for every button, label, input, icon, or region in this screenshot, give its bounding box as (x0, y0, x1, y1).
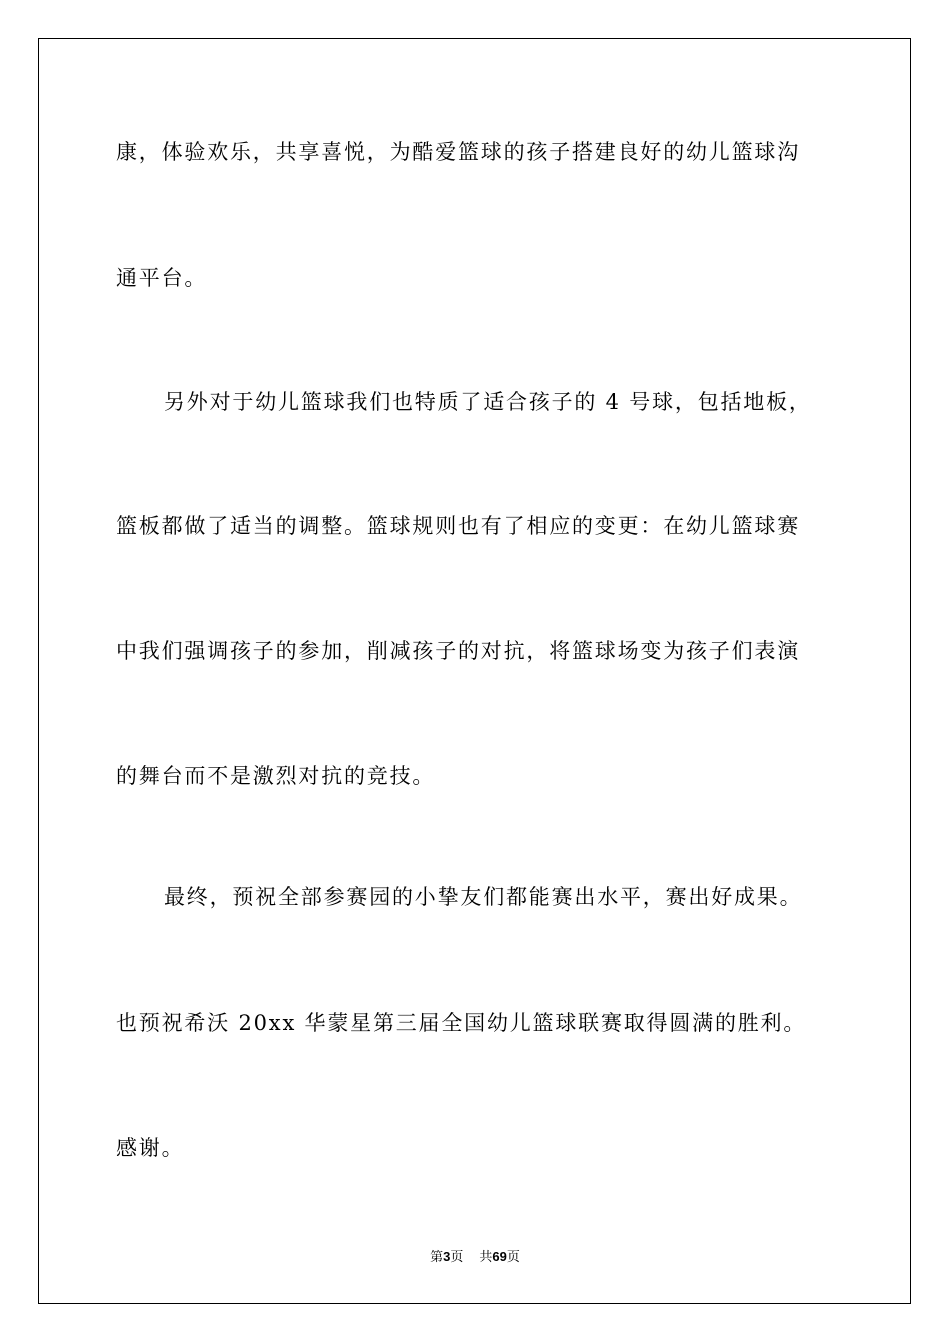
page-footer (0, 1249, 950, 1266)
paragraph-first-line: 另外对于幼儿篮球我们也特质了适合孩子的 4 号球，包括地板， (164, 390, 812, 414)
text-line: 篮板都做了适当的调整。篮球规则也有了相应的变更：在幼儿篮球赛 (116, 514, 800, 538)
total-pages: 69 (492, 1249, 507, 1264)
page-label-prefix: 第 (430, 1250, 444, 1265)
text-line: 的舞台而不是激烈对抗的竞技。 (116, 764, 436, 788)
text-line: 中我们强调孩子的参加，削减孩子的对抗，将篮球场变为孩子们表演 (116, 639, 800, 663)
total-label-suffix: 页 (506, 1250, 520, 1265)
page-border (38, 38, 911, 1304)
page-number: 3 (443, 1249, 451, 1264)
page-label-suffix: 页 (450, 1250, 464, 1265)
text-line: 通平台。 (116, 266, 208, 290)
text-line: 感谢。 (116, 1136, 185, 1160)
paragraph-first-line: 最终，预祝全部参赛园的小挚友们都能赛出水平，赛出好成果。 (164, 885, 803, 909)
total-label-prefix: 共 (479, 1250, 493, 1265)
text-line: 也预祝希沃 20xx 华蒙星第三届全国幼儿篮球联赛取得圆满的胜利。 (116, 1011, 807, 1035)
text-line: 康，体验欢乐，共享喜悦，为酷爱篮球的孩子搭建良好的幼儿篮球沟 (116, 140, 800, 164)
